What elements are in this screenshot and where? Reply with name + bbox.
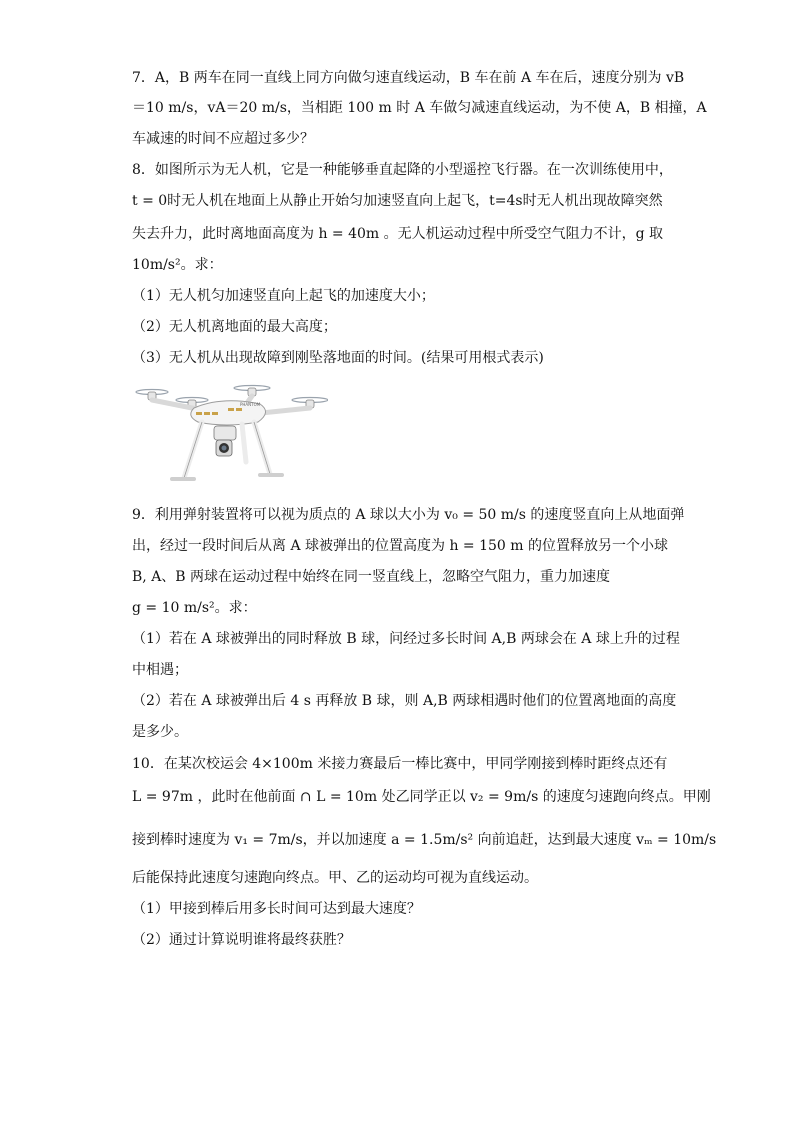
q8-line-4: 10m/s²。求：: [132, 257, 223, 273]
q10-sub-1: （1）甲接到棒后用多长时间可达到最大速度？: [132, 901, 421, 917]
q10-line-3: 接到棒时速度为 v₁ = 7m/s，并以加速度 a = 1.5m/s² 向前追赶，达到最大速度 vₘ = 10m/s: [132, 832, 717, 848]
q10-sub-2: （2）通过计算说明谁将最终获胜？: [132, 932, 351, 948]
drone-logo-text: PHANTOM: [240, 402, 261, 407]
drone-image: [132, 382, 328, 484]
q9-line-4: g = 10 m/s²。求：: [132, 600, 257, 616]
q8-sub-1: （1）无人机匀加速竖直向上起飞的加速度大小；: [132, 288, 435, 304]
q9-sub-1a: （1）若在 A 球被弹出的同时释放 B 球，问经过多长时间 A,B 两球会在 A 球上升的过程: [132, 631, 680, 647]
q7-line-3: 车减速的时间不应超过多少？: [132, 131, 314, 147]
q7-line-2: ＝10 m/s，vA＝20 m/s，当相距 100 m 时 A 车做匀减速直线运动，为不使 A，B 相撞，A: [132, 100, 707, 116]
q10-line-4: 后能保持此速度匀速跑向终点。甲、乙的运动均可视为直线运动。: [132, 870, 538, 886]
q9-sub-1b: 中相遇；: [132, 662, 188, 678]
q8-line-2: t = 0时无人机在地面上从静止开始匀加速竖直向上起飞，t=4s时无人机出现故障突然: [132, 193, 663, 209]
q8-line-1: 8．如图所示为无人机，它是一种能够垂直起降的小型遥控飞行器。在一次训练使用中，: [132, 162, 673, 178]
q8-sub-2: （2）无人机离地面的最大高度；: [132, 319, 337, 335]
q10-line-2: L = 97m ，此时在他前面 ∩ L = 10m 处乙同学正以 v₂ = 9m/s 的速度匀速跑向终点。甲刚: [132, 789, 711, 805]
q9-sub-2b: 是多少。: [132, 724, 188, 740]
q9-line-3: B, A、B 两球在运动过程中始终在同一竖直线上，忽略空气阻力，重力加速度: [132, 569, 611, 585]
q9-sub-2a: （2）若在 A 球被弹出后 4 s 再释放 B 球，则 A,B 两球相遇时他们的位置离地面的高度: [132, 693, 677, 709]
q10-line-1: 10．在某次校运会 4×100m 米接力赛最后一棒比赛中，甲同学刚接到棒时距终点还有: [132, 756, 668, 772]
q9-line-2: 出，经过一段时间后从离 A 球被弹出的位置高度为 h = 150 m 的位置释放另一个小球: [132, 538, 669, 554]
q8-sub-3: （3）无人机从出现故障到刚坠落地面的时间。(结果可用根式表示): [132, 350, 544, 366]
q8-line-3: 失去升力，此时离地面高度为 h = 40m 。无人机运动过程中所受空气阻力不计，g 取: [132, 226, 664, 242]
q7-line-1: 7．A，B 两车在同一直线上同方向做匀速直线运动，B 车在前 A 车在后，速度分别为 vB: [132, 70, 685, 86]
q9-line-1: 9．利用弹射装置将可以视为质点的 A 球以大小为 v₀ = 50 m/s 的速度竖直向上从地面弹: [132, 507, 685, 523]
